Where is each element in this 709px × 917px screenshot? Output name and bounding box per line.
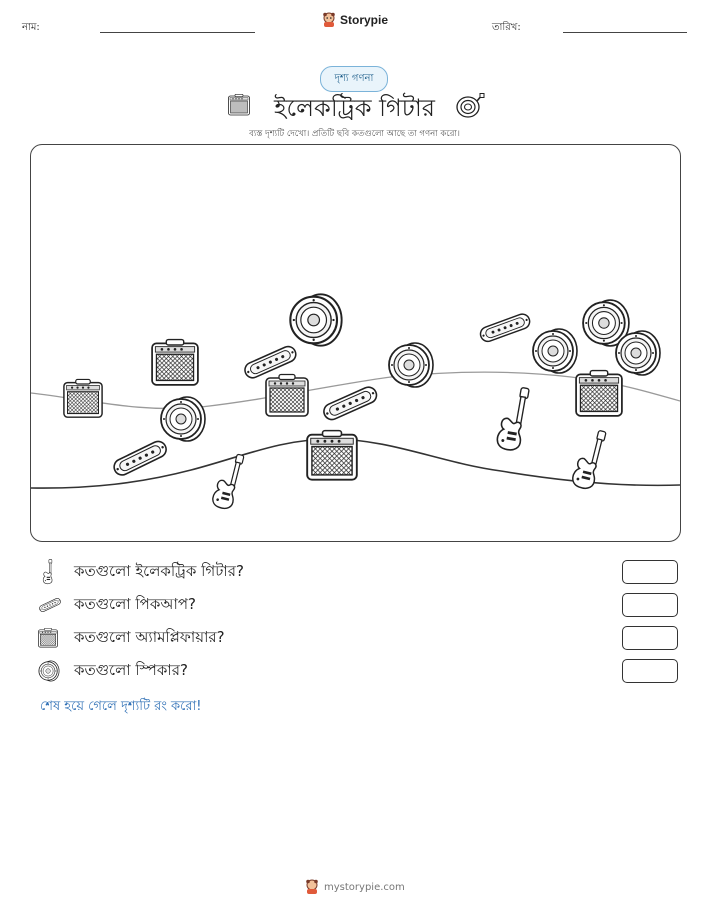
storypie-mascot-icon — [305, 879, 319, 895]
pickup[interactable] — [321, 385, 379, 422]
speaker[interactable] — [161, 397, 205, 441]
name-line[interactable] — [100, 32, 255, 33]
amplifier-icon — [38, 627, 58, 649]
cable-icon — [455, 93, 485, 119]
speaker[interactable] — [533, 329, 577, 373]
instructions: ব্যস্ত দৃশ্যটি দেখো। প্রতিটি ছবি কতগুলো আছে তা গণনা করো। — [249, 129, 460, 139]
speaker[interactable] — [389, 343, 433, 387]
question-pickup — [38, 592, 678, 618]
amplifier[interactable] — [152, 340, 198, 385]
answer-box-amplifier[interactable] — [622, 626, 678, 650]
electric-guitar[interactable] — [496, 385, 530, 452]
question-text: কতগুলো স্পিকার? — [74, 660, 188, 679]
activity-tag: দৃশ্য গণনা — [320, 66, 388, 92]
answer-box-pickup[interactable] — [622, 593, 678, 617]
page-title: ইলেকট্রিক গিটার — [274, 94, 435, 122]
pickup[interactable] — [478, 312, 531, 343]
answer-box-guitar[interactable] — [622, 560, 678, 584]
date-label: তারিখ: — [492, 22, 521, 33]
speaker[interactable] — [616, 331, 660, 375]
storypie-logo — [322, 12, 388, 28]
amplifier[interactable] — [266, 375, 308, 417]
speaker[interactable] — [290, 294, 341, 345]
footer-site[interactable]: mystorypie.com — [324, 881, 405, 893]
question-guitar — [38, 559, 678, 585]
scene-illustration — [31, 145, 680, 541]
amplifier[interactable] — [576, 371, 622, 416]
question-text: কতগুলো অ্যামপ্লিফায়ার? — [74, 627, 225, 646]
electric-guitar[interactable] — [571, 427, 607, 490]
pickup[interactable] — [111, 439, 168, 478]
amplifier[interactable] — [64, 379, 102, 417]
logo-text: Storypie — [340, 13, 389, 27]
question-text: কতগুলো পিকআপ? — [74, 594, 196, 613]
speaker-icon — [38, 660, 60, 682]
question-text: কতগুলো ইলেকট্রিক গিটার? — [74, 561, 244, 580]
pickup-icon — [36, 594, 64, 617]
footer — [305, 879, 405, 895]
name-label: নাম: — [22, 22, 40, 33]
date-line[interactable] — [563, 32, 687, 33]
guitar-icon — [41, 559, 55, 585]
coloring-note: শেষ হয়ে গেলে দৃশ্যটি রং করো! — [40, 699, 202, 714]
amplifier[interactable] — [307, 431, 357, 480]
question-speaker — [38, 658, 678, 684]
counting-scene — [30, 144, 681, 542]
question-amplifier — [38, 625, 678, 651]
storypie-mascot-icon — [322, 12, 336, 28]
answer-box-speaker[interactable] — [622, 659, 678, 683]
